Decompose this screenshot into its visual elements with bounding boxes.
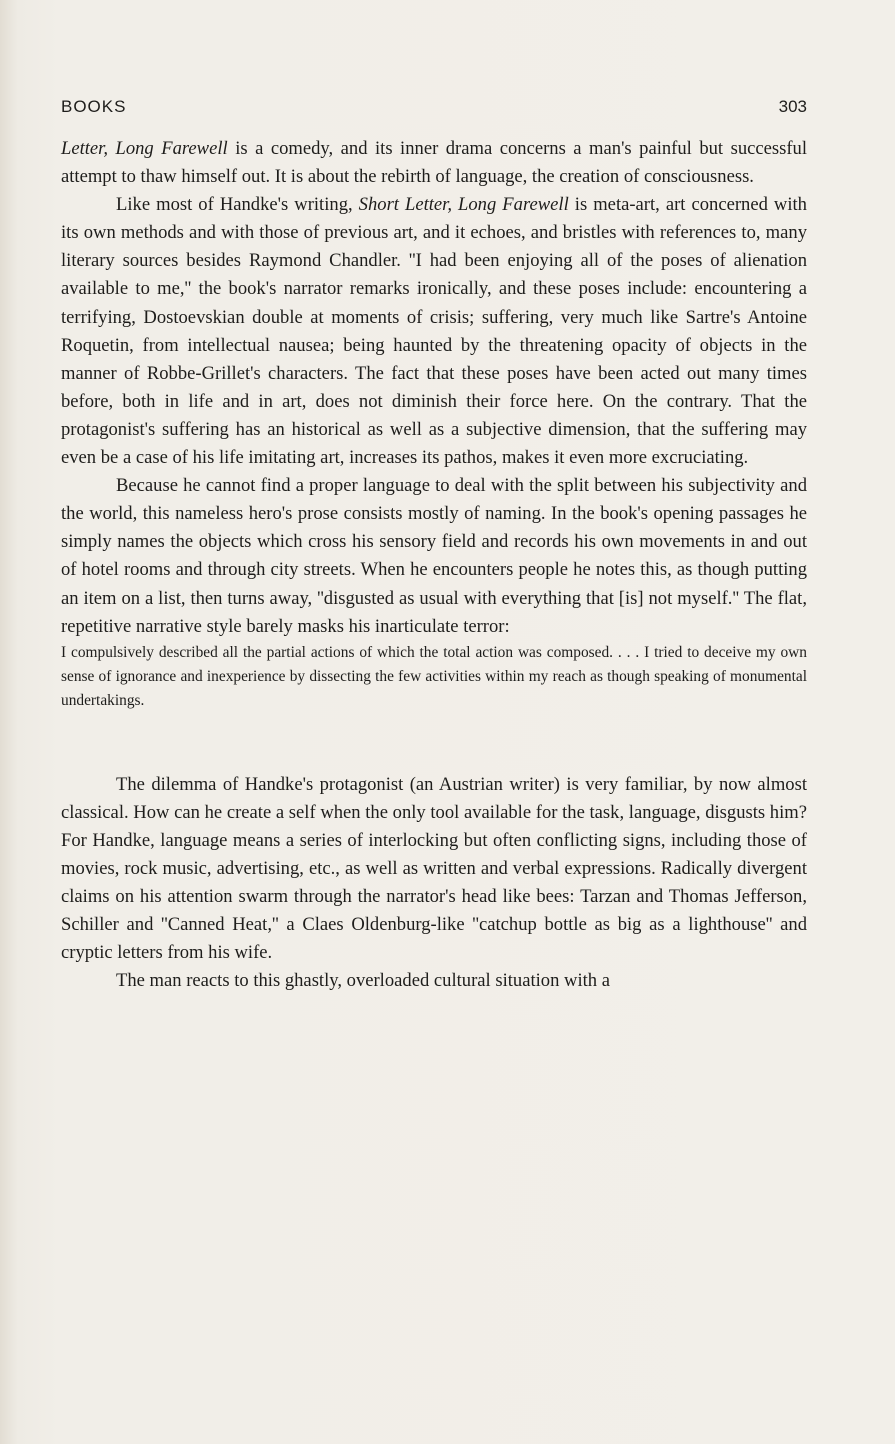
paragraph: Letter, Long Farewell is a comedy, and its inner drama concerns a man's painful but successful attempt to thaw himself out. It is about the rebirth of language, the creation of consciousness. — [61, 138, 807, 188]
book-title-italic: Letter, Long Farewell — [61, 138, 228, 159]
running-head: BOOKS — [61, 97, 127, 116]
body-text — [61, 135, 807, 995]
book-title-italic: Short Letter, Long Farewell — [358, 194, 569, 216]
paragraph: Because he cannot find a proper language to deal with the split between his subjectivity and the world, this nameless hero's prose consists mostly of naming. In the book's opening passages he simply names the objects which cross his sensory field and records his own movements in and out of hotel rooms and through city streets. When he encounters people he notes this, as though putting an item on a list, then turns away, ''disgusted as usual with everything that [is] not myself.'' The flat, repetitive narrative style barely masks his inarticulate terror: — [61, 475, 807, 637]
paragraph: Like most of Handke's writing, Short Letter, Long Farewell is meta-art, art concerned with its own methods and with those of previous art, and it echoes, and bristles with references to, many literary sources besides Raymond Chandler. ''I had been enjoying all of the poses of alienation available to me,'' the book's narrator remarks ironically, and these poses include: encountering a terrifying, Dostoevskian double at moments of crisis; suffering, very much like Sartre's Antoine Roquetin, from intellectual nausea; being haunted by the threatening opacity of objects in the manner of Robbe-Grillet's characters. The fact that these poses have been acted out many times before, both in life and in art, does not diminish their force here. On the contrary. That the protagonist's suffering has an historical as well as a subjective dimension, that the suffering may even be a case of his life imitating art, increases its pathos, makes it even more excruciating. — [61, 194, 807, 469]
paragraph: The dilemma of Handke's protagonist (an Austrian writer) is very familiar, by now almost classical. How can he create a self when the only tool available for the task, language, disgusts him? For Handke, language means a series of interlocking but often conflicting signs, including those of movies, rock music, advertising, etc., as well as written and verbal expressions. Radically divergent claims on his attention swarm through the narrator's head like bees: Tarzan and Thomas Jefferson, Schiller and ''Canned Heat,'' a Claes Oldenburg-like ''catchup bottle as big as a lighthouse'' and cryptic letters from his wife. — [61, 773, 807, 964]
block-quote: I compulsively described all the partial actions of which the total action was composed. . . . I tried to deceive my own sense of ignorance and inexperience by dissecting the few activities within my reach as though speaking of monumental undertakings. — [61, 643, 807, 709]
page-header — [61, 97, 807, 121]
page-number: 303 — [778, 97, 807, 116]
paragraph: The man reacts to this ghastly, overloaded cultural situation with a — [116, 970, 610, 992]
